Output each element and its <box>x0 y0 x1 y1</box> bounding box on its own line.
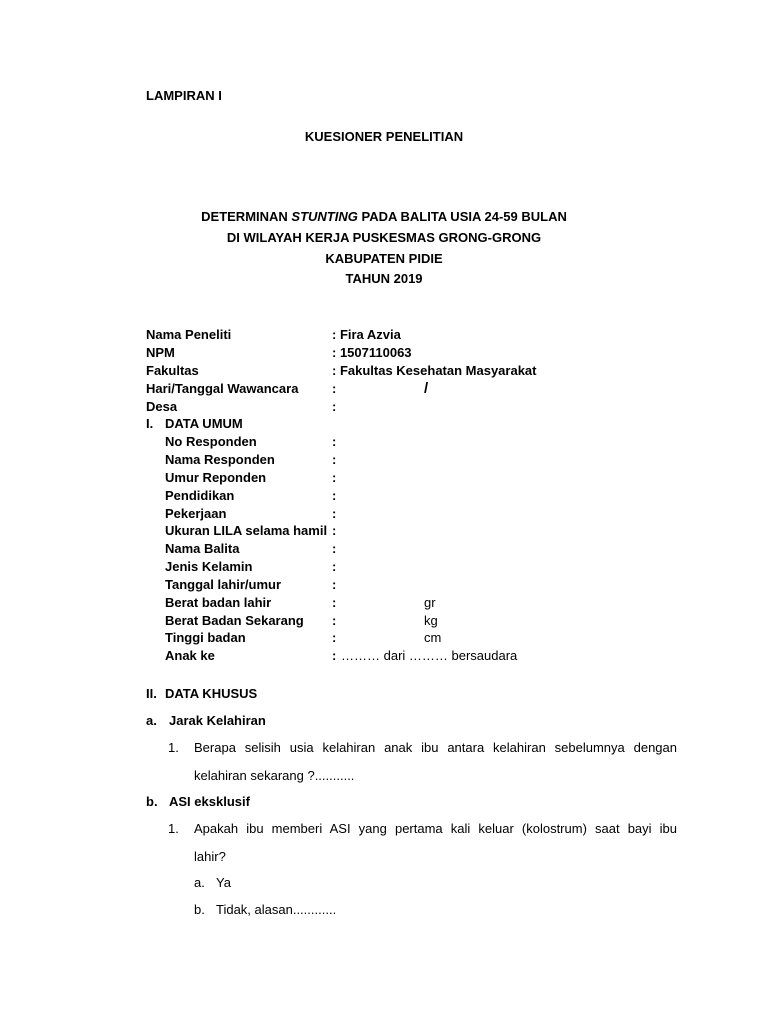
info-label: Desa <box>146 399 178 414</box>
kuesioner-heading: KUESIONER PENELITIAN <box>304 129 464 144</box>
field-label: Nama Responden <box>165 452 275 467</box>
date-slash: / <box>424 380 429 397</box>
field-colon: : <box>332 630 337 645</box>
title-line-1-pre: DETERMINAN <box>201 209 292 224</box>
option-a-text: Ya <box>216 875 231 890</box>
field-label: No Responden <box>165 434 257 449</box>
field-colon: : <box>332 613 337 628</box>
option-b-text: Tidak, alasan............ <box>216 902 337 917</box>
field-label: Jenis Kelamin <box>165 559 253 574</box>
info-value: : <box>332 381 337 396</box>
title-line-2: DI WILAYAH KERJA PUSKESMAS GRONG-GRONG <box>226 230 542 245</box>
field-label: Ukuran LILA selama hamil <box>165 523 328 538</box>
field-colon: : <box>332 595 337 610</box>
section-number: I. <box>146 416 154 431</box>
field-colon: : <box>332 488 337 503</box>
section-1-heading <box>146 416 706 434</box>
field-colon: : <box>332 434 337 449</box>
data-umum-row <box>146 541 706 559</box>
info-row <box>146 399 706 417</box>
info-row <box>146 363 706 381</box>
info-value: : <box>332 399 337 414</box>
field-unit: cm <box>424 630 442 645</box>
data-umum-row <box>146 577 706 595</box>
field-colon: : <box>332 470 337 485</box>
question-line: kelahiran sekarang ?........... <box>194 768 355 783</box>
field-label: Pendidikan <box>165 488 235 503</box>
subsection-letter: a. <box>146 713 157 728</box>
field-label: Nama Balita <box>165 541 240 556</box>
field-colon: : <box>332 506 337 521</box>
data-umum-row <box>146 595 706 613</box>
section-title: DATA KHUSUS <box>165 686 258 701</box>
info-value: : Fira Azvia <box>332 327 401 342</box>
info-row <box>146 381 706 399</box>
info-row <box>146 345 706 363</box>
question-number: 1. <box>168 821 179 836</box>
subsection-title: ASI eksklusif <box>169 794 250 809</box>
option-b-letter: b. <box>194 902 205 917</box>
data-umum-row <box>146 523 706 541</box>
data-umum-row <box>146 434 706 452</box>
field-label: Pekerjaan <box>165 506 227 521</box>
title-line-1-post: PADA BALITA USIA 24-59 BULAN <box>357 209 567 224</box>
field-label: Umur Reponden <box>165 470 267 485</box>
subsection-title: Jarak Kelahiran <box>169 713 266 728</box>
field-label: Berat Badan Sekarang <box>165 613 304 628</box>
question-b1 <box>194 815 677 871</box>
question-line: lahir? <box>194 849 226 864</box>
field-label: Anak ke <box>165 648 215 663</box>
option-a-letter: a. <box>194 875 205 890</box>
question-line: Apakah ibu memberi ASI yang pertama kali keluar (kolostrum) saat bayi ibu <box>194 821 677 836</box>
data-umum-row <box>146 470 706 488</box>
field-colon: : <box>332 648 337 663</box>
data-umum-row <box>146 613 706 631</box>
data-umum-row <box>146 488 706 506</box>
field-colon: : <box>332 577 337 592</box>
data-umum-row <box>146 630 706 648</box>
question-a1 <box>194 734 677 790</box>
info-value: : Fakultas Kesehatan Masyarakat <box>332 363 537 378</box>
data-umum-row <box>146 559 706 577</box>
lampiran-heading: LAMPIRAN I <box>146 88 222 103</box>
info-label: Hari/Tanggal Wawancara <box>146 381 299 396</box>
subsection-a-heading <box>146 713 706 731</box>
field-unit: gr <box>424 595 436 610</box>
section-title: DATA UMUM <box>165 416 243 431</box>
anak-ke-text: ……… dari ……… bersaudara <box>341 648 518 663</box>
field-label: Tanggal lahir/umur <box>165 577 282 592</box>
section-2-heading <box>146 686 706 704</box>
field-label: Tinggi badan <box>165 630 246 645</box>
field-label: Berat badan lahir <box>165 595 272 610</box>
subsection-b-heading <box>146 794 706 812</box>
data-umum-row <box>146 452 706 470</box>
field-colon: : <box>332 523 337 538</box>
subsection-letter: b. <box>146 794 158 809</box>
info-value: : 1507110063 <box>332 345 412 360</box>
question-number: 1. <box>168 740 179 755</box>
field-colon: : <box>332 541 337 556</box>
section-number: II. <box>146 686 157 701</box>
info-row <box>146 327 706 345</box>
data-umum-row <box>146 506 706 524</box>
info-label: Fakultas <box>146 363 199 378</box>
field-unit: kg <box>424 613 438 628</box>
title-line-3: KABUPATEN PIDIE <box>325 251 443 266</box>
title-line-1-italic: STUNTING <box>291 209 358 224</box>
info-label: Nama Peneliti <box>146 327 232 342</box>
field-colon: : <box>332 452 337 467</box>
field-colon: : <box>332 559 337 574</box>
question-line: Berapa selisih usia kelahiran anak ibu antara kelahiran sebelumnya dengan <box>194 740 677 755</box>
data-umum-row <box>146 648 706 666</box>
info-label: NPM <box>146 345 175 360</box>
title-line-4: TAHUN 2019 <box>345 271 423 286</box>
title-line-1 <box>0 209 768 224</box>
